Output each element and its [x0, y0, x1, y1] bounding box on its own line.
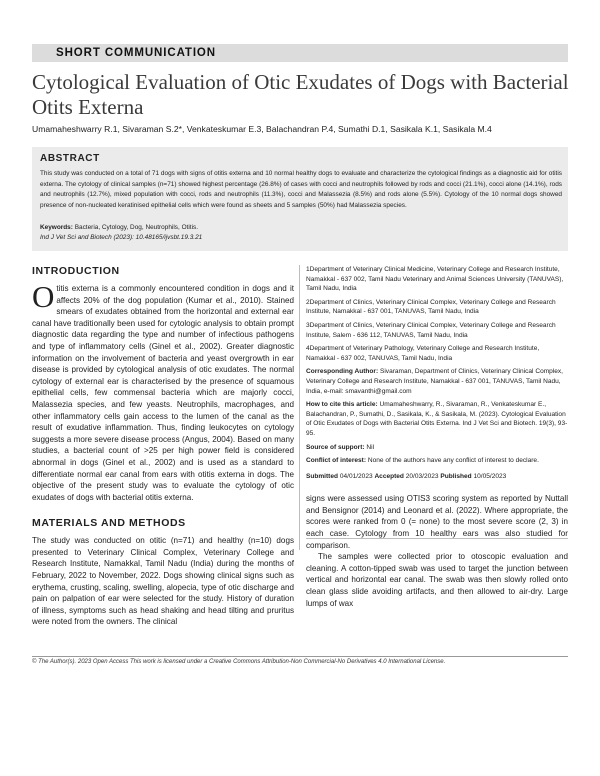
- section-label-band: [32, 44, 568, 62]
- right-column: [306, 265, 568, 609]
- affiliation-item: 3Department of Clinics, Veterinary Clinical Complex, Veterinary College and Research Institute, Salem - 636 112, TANUVAS, Tamil Nadu, India: [306, 321, 556, 339]
- methods-heading: MATERIALS AND METHODS: [32, 517, 186, 530]
- keywords-label: Keywords:: [40, 224, 73, 231]
- methods-continued-1: signs were assessed using OTIS3 scoring system as reported by Nuttall and Bensignor (2014) and Leonard et al. (2022). Where appropriate, the scores were ranked from 0 (= none) to the most severe score (2, 3) in each case. Cytology from 10 healthy ears was also studied for comparison.: [306, 494, 568, 550]
- affiliation-item: 4Department of Veterinary Pathology, Veterinary College and Research Institute, Namakkal - 637 002, TANUVAS, Tamil Nadu, India: [306, 345, 540, 362]
- affiliation-bottom-rule: [306, 538, 568, 539]
- article-title: Cytological Evaluation of Otic Exudates of Dogs with Bacterial Otits Externa: [32, 70, 569, 119]
- corresponding-label: Corresponding Author:: [306, 368, 379, 376]
- conflict-of-interest: [306, 456, 568, 466]
- abstract-text: This study was conducted on a total of 71 dogs with signs of otitis externa and 10 normal healthy dogs to evaluate and characterize the cytological findings as a diagnostic aid for otitis externa. The cytology of clinical samples (n=71) showed highest percentage (26.8%) of cases with cocci and neutrophils followed by rods and cocci (21.1%), cocci alone (14.1%), rods and neutrophils (12.7%), mixed population with cocci, rods and neutrophils (11.3%), cocci and Malassezia (8.5%) and rods alone (5.5%). Cytology of the 10 normal dogs showed presence of non-nucleated keratinised epithelial cells which were found as sheets and 5 samples (50%) had Malassezia species.: [40, 170, 562, 209]
- corresponding-author: [306, 367, 568, 396]
- publication-dates: [306, 472, 568, 482]
- journal-citation: Ind J Vet Sci and Biotech (2023): 10.48165/ijvsbt.19.3.21: [40, 234, 203, 241]
- author-list: Umamaheshwarry R.1, Sivaraman S.2*, Venkateskumar E.3, Balachandran P.4, Sumathi D.1, Sasikala K.1, Sasikala M.4: [32, 124, 492, 134]
- section-label: SHORT COMMUNICATION: [56, 47, 216, 59]
- keywords-text: Bacteria, Cytology, Dog, Neutrophils, Otitis.: [74, 224, 199, 231]
- left-column: [32, 265, 294, 628]
- support-text: Nil: [366, 443, 375, 451]
- drop-cap: O: [32, 279, 55, 314]
- source-of-support: [306, 443, 568, 453]
- conflict-text: None of the authors have any conflict of interest to declare.: [367, 457, 539, 465]
- conflict-label: Conflict of interest:: [306, 457, 367, 465]
- methods-continued-2: The samples were collected prior to otoscopic evaluation and cleaning. A cotton-tipped swab was used to target the junction between vertical and horizontal ear canal. The swab was then slowly rolled onto clean glass slide avoiding artifacts, and then allowed to air-dry. Large lumps of wax: [306, 552, 568, 608]
- accepted-label: Accepted: [374, 472, 404, 480]
- license-footer: © The Author(s). 2023 Open Access This work is licensed under a Creative Commons Attribution-Non Commercial-No Derivatives 4.0 International License.: [32, 659, 446, 665]
- published-date: 10/05/2023: [473, 472, 507, 480]
- keywords-line: [40, 223, 562, 233]
- how-to-cite: [306, 400, 568, 438]
- introduction-heading: INTRODUCTION: [32, 265, 120, 277]
- affiliation-item: 2Department of Clinics, Veterinary Clinical Complex, Veterinary College and Research Institute, Namakkal - 637 001, TANUVAS, Tamil Nadu, India: [306, 298, 556, 316]
- affiliation-item: 1Department of Veterinary Clinical Medicine, Veterinary College and Research Institute, Namakkal - 637 002, Tamil Nadu Veterinary and Animal Sciences University (TANUVAS), Tamil Nadu, India: [306, 266, 564, 293]
- support-label: Source of support:: [306, 443, 365, 451]
- corresponding-text: Sivaraman, Department of Clinics, Veterinary Clinical Complex, Veterinary College and Research Institute, Namakkal - 637 001, TANUVAS, Tamil Nadu, India, e-mail: smavanthi@gmail.com: [306, 368, 563, 395]
- published-label: Published: [440, 472, 472, 480]
- methods-text: The study was conducted on otitic (n=71) and healthy (n=10) dogs presented to Veterinary Clinical Complex, Veterinary College and Research Institute, Namakkal, Tamil Nadu (India) during the months of February, 2022 to November, 2022. Dogs showing clinical signs such as erythema, crusting, scaling, swelling, alopecia, type of otic discharge and pain on palpation of ear were selected for the study. History of duration of illness, symptoms such as head shaking and head tilting and pruritus were noted from the owners. The clinical: [32, 536, 294, 627]
- submitted-date: 04/01/2023: [339, 472, 373, 480]
- column-divider: [299, 265, 300, 550]
- abstract-heading: ABSTRACT: [40, 153, 100, 164]
- cite-text: Umamaheshwarry, R., Sivaraman, R., Venkateskumar E., Balachandran, P., Sumathi, D., Sasikala, K., & Sasikala, M. (2023). Cytological Evaluation of Otic Exudates of Dogs with Bacterial Otits Externa. Ind J Vet Sci and Biotech. 19(3), 93-95.: [306, 401, 568, 437]
- introduction-text: titis externa is a commonly encountered condition in dogs and it affects 20% of the dog population (Kumar et al., 2010). Stained smears of exudates obtained from the horizontal and external ear canal have traditionally been used for cytologic analysis to obtain prompt diagnostic data regarding the type and number of infectious pathogens and type of inflammatory cells (Ginel et al., 2002). Greater diagnostic information on the involvement of bacteria and yeast overgrowth in ear disease is provided by cytological analysis of otic exudates. The normal cytology of external ear is characterised by the presence of squamous epithelial cells, few commensal bacteria which are majorly cocci, Malassezia species, and few yeasts. Neutrophils, macrophages, and other inflammatory cells gain access to the lumen of the canal as the result of exudative inflammation. Thus, finding leukocytes on cytology suggests a more severe disease process (Angus, 2004). Based on many studies, a bacterial count of >25 per high power field is considered abnormal in dogs (Ginel et al., 2002) and is used as a standard to differentiate normal ear canal from ears with otitis externa in dogs. The objective of the present study was to evaluate the cytology of otic exudates of dogs with bacterial otitis externa.: [32, 284, 294, 502]
- accepted-date: 20/03/2023: [405, 472, 439, 480]
- introduction-body: [32, 279, 294, 503]
- submitted-label: Submitted: [306, 472, 339, 480]
- cite-label: How to cite this article:: [306, 401, 378, 409]
- footer-rule: [32, 656, 568, 657]
- affiliations: [306, 265, 568, 481]
- abstract-box: [32, 147, 568, 251]
